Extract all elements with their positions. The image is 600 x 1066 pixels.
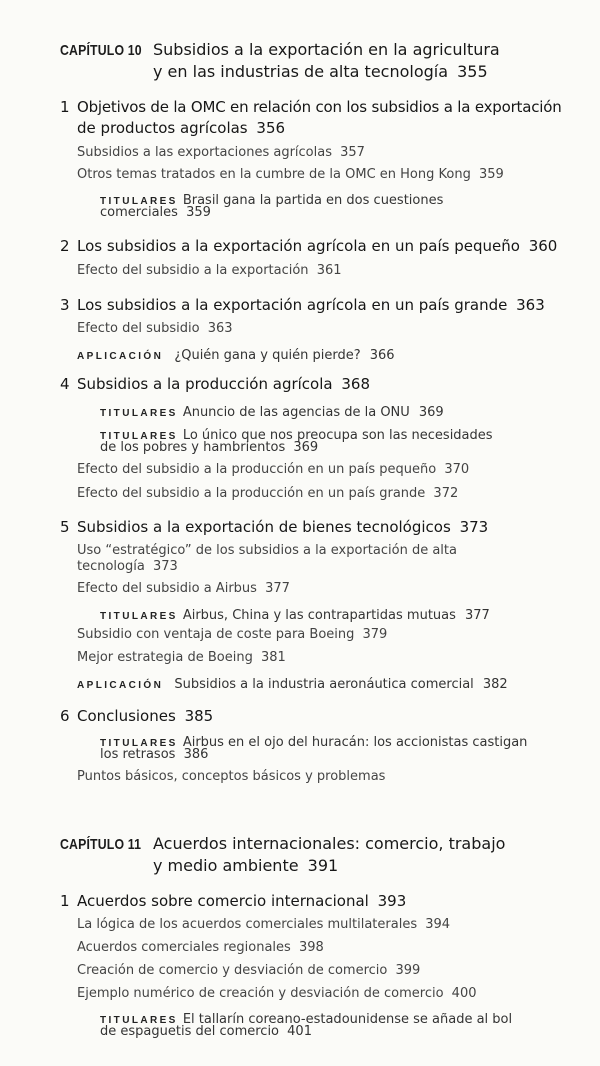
subsection-page: 373 [152, 559, 178, 574]
application-text: ¿Quién gana y quién pierde? [174, 348, 361, 363]
headline-page: 369 [418, 405, 444, 420]
subsection-entry: Uso “estratégico” de los subsidios a la exportación de alta [77, 543, 457, 558]
section-title-text: Conclusiones [77, 707, 176, 725]
section-title-text: de productos agrícolas [77, 119, 248, 137]
section-title-text: Acuerdos sobre comercio internacional [77, 892, 369, 910]
chapter-10-title-text: y en las industrias de alta tecnología [153, 62, 449, 81]
headline-text: El tallarín coreano-estadounidense se añade al bol [182, 1012, 513, 1027]
subsection-page: 359 [478, 167, 504, 182]
headline-tag: TITULARES [100, 611, 178, 622]
section-title [77, 892, 406, 910]
section-title-cont [77, 119, 285, 137]
subsection-entry: Puntos básicos, conceptos básicos y problemas [77, 769, 386, 784]
section-title: Objetivos de la OMC en relación con los subsidios a la exportación [77, 98, 562, 116]
subsection-text: Creación de comercio y desviación de comercio [77, 963, 388, 978]
subsection-page: 361 [316, 263, 342, 278]
headline-page: 359 [186, 205, 211, 220]
subsection-entry [77, 167, 504, 182]
headline-tag: TITULARES [100, 738, 178, 749]
subsection-text: Efecto del subsidio a Airbus [77, 581, 257, 596]
subsection-page: 379 [362, 627, 388, 642]
section-title [77, 237, 557, 255]
section-title [77, 296, 545, 314]
section-number: 4 [60, 375, 70, 393]
subsection-entry [77, 581, 290, 596]
section-number: 1 [60, 98, 70, 116]
subsection-entry [77, 145, 365, 160]
section-page: 373 [459, 518, 489, 536]
application-entry [77, 344, 395, 363]
application-page: 366 [369, 348, 395, 363]
section-number: 3 [60, 296, 70, 314]
application-tag: APLICACIÓN [77, 680, 164, 691]
subsection-text: Otros temas tratados en la cumbre de la OMC en Hong Kong [77, 167, 471, 182]
subsection-text: La lógica de los acuerdos comerciales multilaterales [77, 917, 418, 932]
subsection-page: 357 [340, 145, 365, 160]
headline-tag: TITULARES [100, 408, 178, 419]
chapter-11-page: 391 [307, 856, 339, 875]
subsection-text: Subsidio con ventaja de coste para Boeing [77, 627, 355, 642]
application-entry [77, 673, 508, 692]
section-page: 356 [256, 119, 286, 137]
chapter-10-label: CAPÍTULO 10 [60, 42, 142, 59]
section-title [77, 375, 370, 393]
chapter-11-label: CAPÍTULO 11 [60, 836, 142, 853]
headline-text: Lo único que nos preocupa son las necesidades [182, 428, 493, 443]
application-text: Subsidios a la industria aeronáutica comercial [174, 677, 474, 692]
subsection-page: 400 [451, 986, 477, 1001]
chapter-10-title-line2 [153, 62, 488, 81]
subsection-text: Acuerdos comerciales regionales [77, 940, 291, 955]
headline-text: Airbus en el ojo del huracán: los accionistas castigan [182, 735, 528, 750]
subsection-page: 398 [298, 940, 324, 955]
subsection-text: tecnología [77, 559, 145, 574]
subsection-text: Ejemplo numérico de creación y desviación de comercio [77, 986, 444, 1001]
application-tag: APLICACIÓN [77, 351, 164, 362]
subsection-text: Efecto del subsidio a la producción en un país grande [77, 486, 426, 501]
headline-page: 377 [464, 608, 490, 623]
section-title [77, 518, 488, 536]
subsection-entry [77, 321, 233, 336]
section-title [77, 707, 213, 725]
subsection-page: 394 [425, 917, 451, 932]
subsection-entry [77, 486, 458, 501]
subsection-entry [77, 940, 324, 955]
headline-tag: TITULARES [100, 431, 178, 442]
subsection-entry-cont [77, 559, 178, 574]
section-number: 5 [60, 518, 70, 536]
section-page: 385 [184, 707, 214, 725]
headline-text: comerciales [100, 205, 178, 220]
subsection-entry [77, 986, 477, 1001]
headline-page: 386 [183, 747, 209, 762]
subsection-text: Efecto del subsidio a la exportación [77, 263, 309, 278]
section-title-text: Los subsidios a la exportación agrícola en un país grande [77, 296, 508, 314]
subsection-text: Subsidios a las exportaciones agrícolas [77, 145, 332, 160]
subsection-text: Efecto del subsidio a la producción en un país pequeño [77, 462, 437, 477]
headline-tag: TITULARES [100, 196, 178, 207]
headline-entry [100, 401, 444, 420]
headline-text: de espaguetis del comercio [100, 1024, 280, 1039]
headline-entry-cont [100, 440, 318, 455]
chapter-10-page: 355 [457, 62, 488, 81]
section-page: 360 [528, 237, 558, 255]
subsection-entry [77, 263, 342, 278]
section-title-text: Los subsidios a la exportación agrícola en un país pequeño [77, 237, 520, 255]
headline-entry [100, 604, 490, 623]
subsection-page: 370 [444, 462, 470, 477]
subsection-text: Efecto del subsidio [77, 321, 200, 336]
headline-tag: TITULARES [100, 1015, 178, 1026]
headline-text: Brasil gana la partida en dos cuestiones [182, 193, 444, 208]
subsection-text: Mejor estrategia de Boeing [77, 650, 253, 665]
subsection-entry [77, 917, 450, 932]
subsection-page: 372 [433, 486, 459, 501]
section-page: 393 [377, 892, 407, 910]
subsection-entry [77, 462, 469, 477]
headline-entry-cont [100, 1024, 312, 1039]
chapter-10-title-line1: Subsidios a la exportación en la agricultura [153, 40, 500, 59]
headline-page: 401 [287, 1024, 312, 1039]
subsection-entry [77, 963, 420, 978]
section-page: 368 [341, 375, 371, 393]
headline-entry-cont [100, 747, 208, 762]
chapter-11-title-line2 [153, 856, 338, 875]
subsection-page: 377 [265, 581, 290, 596]
headline-text: los retrasos [100, 747, 176, 762]
chapter-11-title-line1: Acuerdos internacionales: comercio, trabajo [153, 834, 506, 853]
section-title-text: Subsidios a la exportación de bienes tecnológicos [77, 518, 451, 536]
section-number: 1 [60, 892, 70, 910]
section-number: 6 [60, 707, 70, 725]
subsection-entry [77, 650, 286, 665]
headline-page: 369 [293, 440, 319, 455]
application-page: 382 [482, 677, 508, 692]
subsection-page: 363 [207, 321, 233, 336]
subsection-page: 399 [395, 963, 421, 978]
headline-text: Airbus, China y las contrapartidas mutuas [182, 608, 456, 623]
section-page: 363 [516, 296, 545, 314]
subsection-entry [77, 627, 387, 642]
section-number: 2 [60, 237, 70, 255]
headline-text: Anuncio de las agencias de la ONU [182, 405, 410, 420]
headline-text: de los pobres y hambrientos [100, 440, 286, 455]
subsection-page: 381 [261, 650, 286, 665]
chapter-11-title-text: y medio ambiente [153, 856, 299, 875]
headline-entry-cont [100, 205, 211, 220]
section-title-text: Subsidios a la producción agrícola [77, 375, 333, 393]
